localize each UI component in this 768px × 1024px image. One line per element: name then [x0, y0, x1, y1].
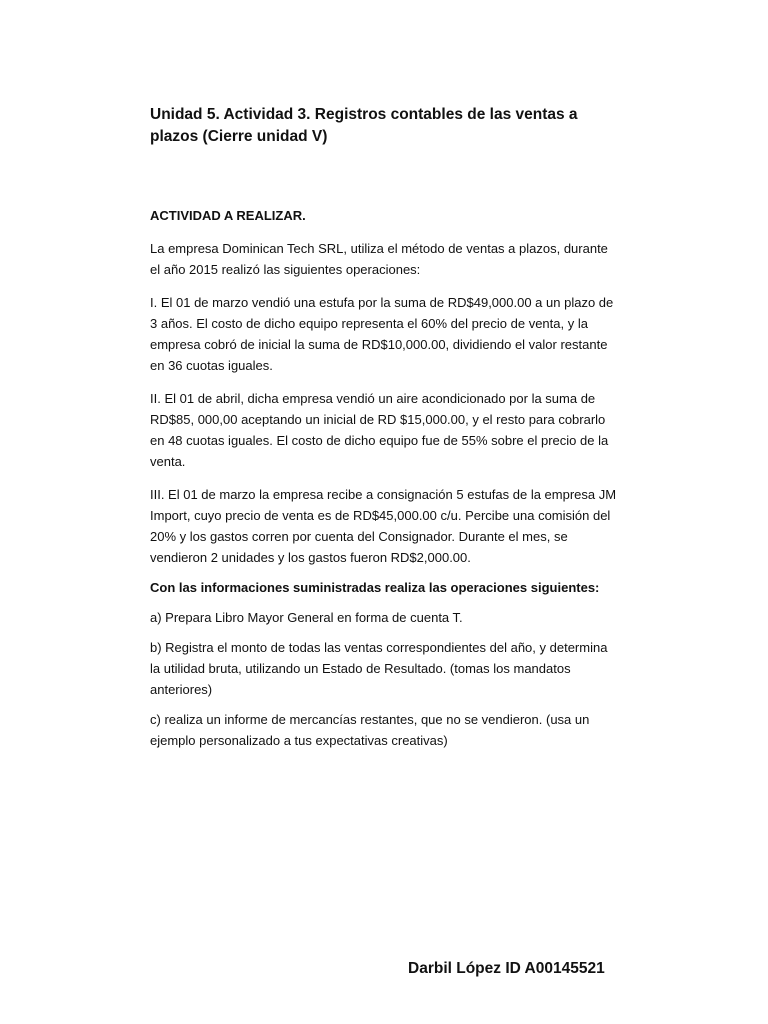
operation-2: II. El 01 de abril, dicha empresa vendió un aire acondicionado por la suma de RD$85, 000,00 aceptando un inicial de RD $15,000.00, y el resto para cobrarlo en 48 cuotas iguales. El costo de dicho equipo fue de 55% sobre el precio de la venta.	[150, 391, 609, 469]
document-title: Unidad 5. Actividad 3. Registros contables de las ventas a plazos (Cierre unidad V)	[150, 106, 578, 145]
author-signature: Darbil López ID A00145521	[408, 960, 605, 977]
section-heading: ACTIVIDAD A REALIZAR.	[150, 208, 306, 223]
instructions-heading: Con las informaciones suministradas realiza las operaciones siguientes:	[150, 580, 600, 595]
operation-3: III. El 01 de marzo la empresa recibe a consignación 5 estufas de la empresa JM Import, cuyo precio de venta es de RD$45,000.00 c/u. Percibe una comisión del 20% y los gastos corren por cuenta del Consignador. Durante el mes, se vendieron 2 unidades y los gastos fueron RD$2,000.00.	[150, 487, 617, 565]
task-a: a) Prepara Libro Mayor General en forma de cuenta T.	[150, 610, 463, 625]
task-b: b) Registra el monto de todas las ventas correspondientes del año, y determina la utilidad bruta, utilizando un Estado de Resultado. (tomas los mandatos anteriores)	[150, 640, 608, 697]
operation-1: I. El 01 de marzo vendió una estufa por la suma de RD$49,000.00 a un plazo de 3 años. El costo de dicho equipo representa el 60% del precio de venta, y la empresa cobró de inicial la suma de RD$10,000.00, dividiendo el valor restante en 36 cuotas iguales.	[150, 295, 614, 373]
document-body	[150, 104, 620, 751]
task-c: c) realiza un informe de mercancías restantes, que no se vendieron. (usa un ejemplo personalizado a tus expectativas creativas)	[150, 712, 590, 748]
intro-paragraph: La empresa Dominican Tech SRL, utiliza el método de ventas a plazos, durante el año 2015 realizó las siguientes operaciones:	[150, 241, 608, 277]
